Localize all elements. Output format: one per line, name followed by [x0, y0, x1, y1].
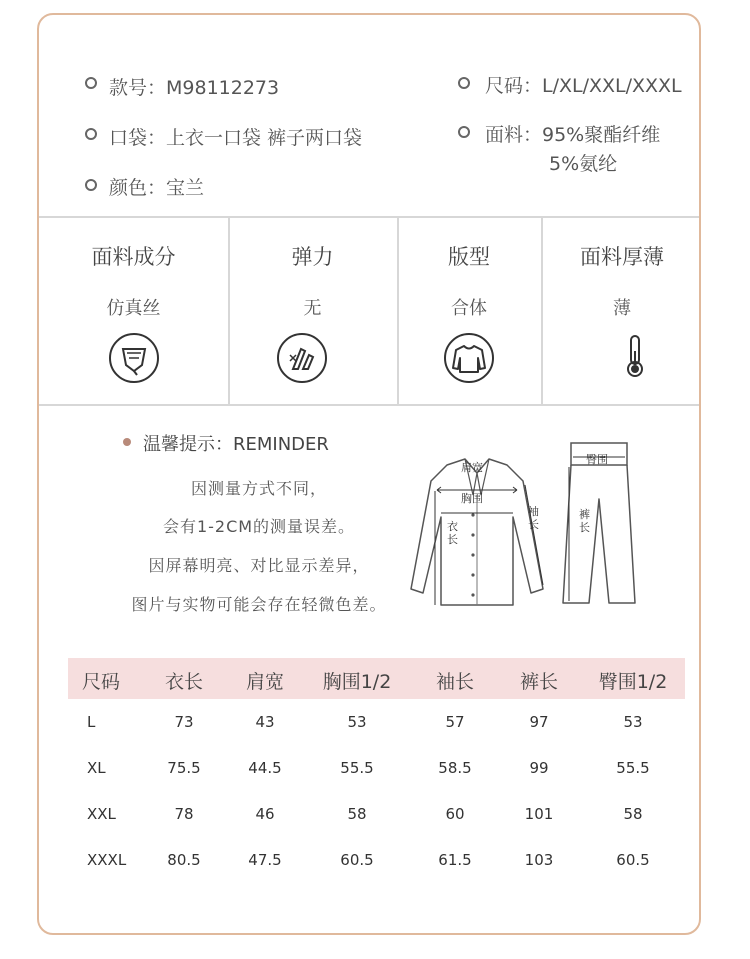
thickness-value: 薄 — [613, 298, 631, 319]
thermometer-icon — [621, 333, 649, 379]
bullet-icon — [458, 77, 470, 89]
reminder-dot — [123, 438, 131, 446]
length-label: 衣长 — [447, 520, 458, 546]
size-cell: XL — [87, 759, 106, 777]
measurement-cell: 55.5 — [340, 759, 374, 777]
measurement-cell: 73 — [174, 713, 194, 731]
measurement-cell: 101 — [524, 805, 554, 823]
measurement-cell: 57 — [445, 713, 465, 731]
measurement-cell: 99 — [529, 759, 549, 777]
pants-length-label: 裤长 — [579, 508, 590, 534]
measurement-cell: 103 — [524, 851, 554, 869]
bullet-icon — [85, 179, 97, 191]
measurement-cell: 53 — [623, 713, 643, 731]
measurement-cell: 58 — [623, 805, 643, 823]
table-header-cell: 袖长 — [435, 671, 474, 693]
fit-value: 合体 — [451, 298, 487, 319]
stretch-icon — [277, 333, 327, 383]
product-spec-card — [37, 13, 701, 935]
table-header-cell: 肩宽 — [245, 671, 284, 693]
model-number: 款号：M98112273 — [109, 77, 280, 99]
pocket-info: 口袋：上衣一口袋 裤子两口袋 — [109, 127, 363, 149]
sweater-icon — [444, 333, 494, 383]
bullet-icon — [85, 77, 97, 89]
bullet-icon — [458, 126, 470, 138]
measurement-cell: 55.5 — [616, 759, 650, 777]
fabric-composition-value: 仿真丝 — [106, 298, 161, 319]
measurement-cell: 43 — [255, 713, 275, 731]
shirt-diagram — [407, 455, 547, 615]
fabric-info-line1: 面料：95%聚酯纤维 — [485, 124, 661, 146]
sleeve-label: 袖长 — [528, 505, 539, 531]
thickness-title: 面料厚薄 — [580, 245, 664, 269]
size-cell: XXL — [87, 805, 116, 823]
reminder-line: 因测量方式不同， — [190, 479, 327, 498]
measurement-cell: 58 — [347, 805, 367, 823]
divider — [39, 216, 701, 218]
fabric-info-line2: 5%氨纶 — [549, 153, 618, 175]
fit-title: 版型 — [448, 245, 490, 269]
measurement-cell: 80.5 — [167, 851, 201, 869]
measurement-cell: 78 — [174, 805, 194, 823]
measurement-cell: 97 — [529, 713, 549, 731]
measurement-cell: 46 — [255, 805, 275, 823]
table-header-cell: 臀围1/2 — [598, 671, 668, 693]
color-info: 颜色：宝兰 — [109, 177, 205, 199]
measurement-cell: 60 — [445, 805, 465, 823]
measurement-cell: 47.5 — [248, 851, 282, 869]
scarf-icon — [109, 333, 159, 383]
measurement-cell: 58.5 — [438, 759, 472, 777]
shoulder-label: 肩宽 — [461, 461, 483, 474]
table-header-cell: 裤长 — [519, 671, 558, 693]
measurement-cell: 60.5 — [340, 851, 374, 869]
bullet-icon — [85, 128, 97, 140]
table-header-cell: 衣长 — [164, 671, 203, 693]
fabric-composition-title: 面料成分 — [91, 245, 176, 269]
measurement-cell: 61.5 — [438, 851, 472, 869]
table-header-cell: 胸围1/2 — [322, 671, 392, 693]
chest-label: 胸围 — [461, 492, 483, 505]
reminder-line: 图片与实物可能会存在轻微色差。 — [131, 595, 387, 614]
size-range: 尺码：L/XL/XXL/XXXL — [485, 75, 682, 97]
elasticity-value: 无 — [303, 298, 322, 319]
hip-label: 臀围 — [586, 453, 608, 466]
size-cell: L — [87, 713, 96, 731]
elasticity-title: 弹力 — [291, 245, 334, 269]
reminder-line: 因屏幕明亮、对比显示差异， — [148, 556, 370, 575]
table-header-cell: 尺码 — [81, 671, 120, 693]
measurement-cell: 75.5 — [167, 759, 201, 777]
measurement-cell: 53 — [347, 713, 367, 731]
reminder-title: 温馨提示：REMINDER — [143, 434, 329, 455]
reminder-line: 会有1-2CM的测量误差。 — [162, 517, 356, 536]
measurement-cell: 44.5 — [248, 759, 282, 777]
measurement-cell: 60.5 — [616, 851, 650, 869]
size-cell: XXXL — [87, 851, 127, 869]
divider — [39, 404, 701, 406]
